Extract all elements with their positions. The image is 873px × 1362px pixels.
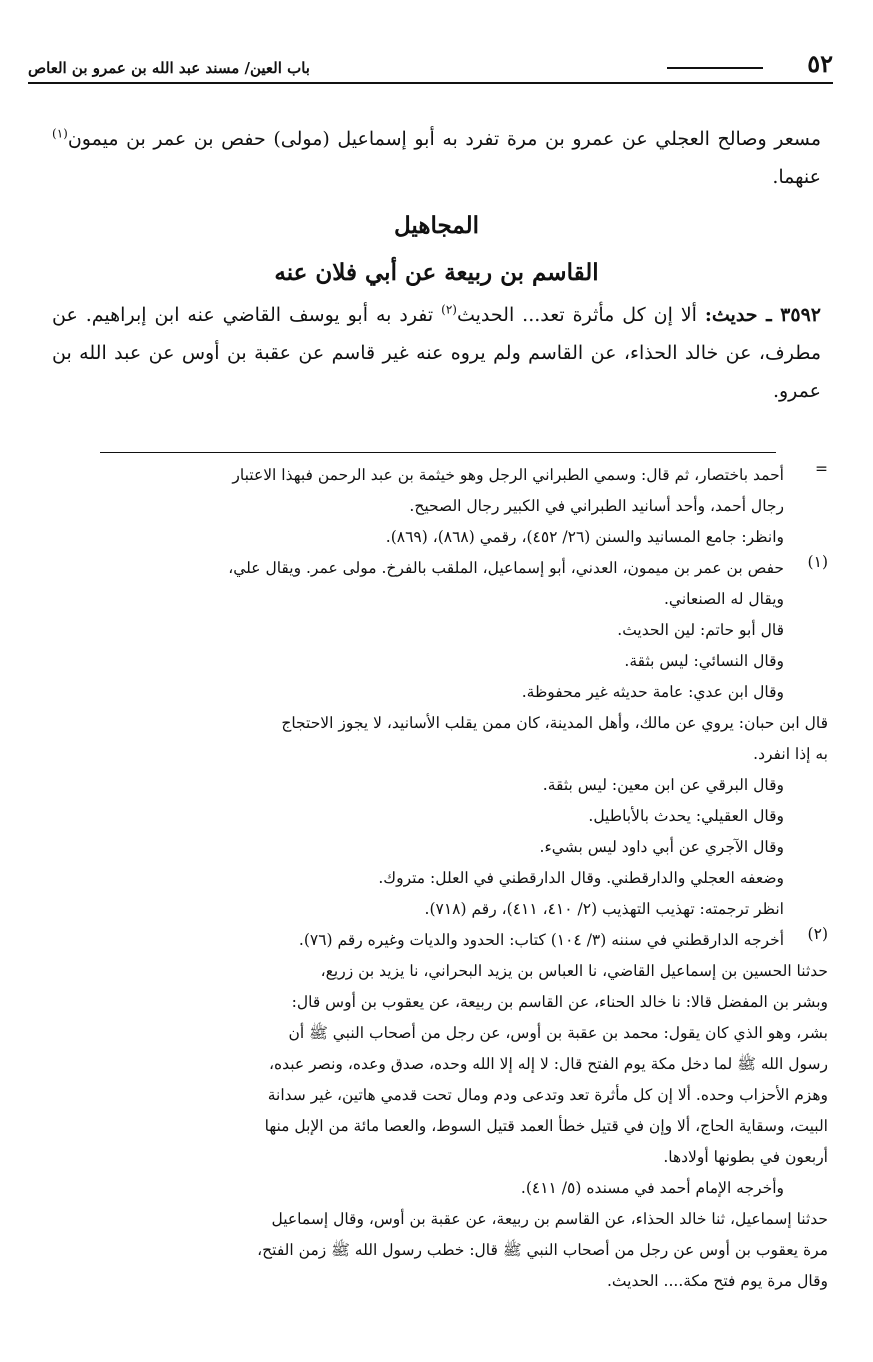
footnotes — [48, 460, 828, 1297]
intro-text: مسعر وصالح العجلي عن عمرو بن مرة تفرد به أبو إسماعيل (مولى) حفص بن عمر بن ميمون — [67, 128, 821, 150]
footnote-ref-1[interactable]: (١) — [52, 126, 68, 141]
hadith-paragraph — [52, 296, 821, 410]
footnote-line: وقال العقيلي: يحدث بالأباطيل. — [588, 807, 784, 825]
footnote-line: ويقال له الصنعاني. — [663, 590, 784, 608]
hadith-number: ٣٥٩٢ ـ حديث: — [704, 304, 821, 326]
main-text — [52, 120, 821, 410]
running-header — [28, 44, 833, 84]
footnote-line: وهزم الأحزاب وحده. ألا إن كل مأثرة تعد وتدعى ودم ومال تحت قدمي هاتين، غير سدانة — [267, 1086, 828, 1104]
footnote-continuation — [48, 460, 828, 553]
footnote-line: وقال الآجري عن أبي داود ليس بشيء. — [539, 838, 784, 856]
footnote-line: وقال مرة يوم فتح مكة.... الحديث. — [606, 1272, 828, 1290]
footnote-line: مرة يعقوب بن أوس عن رجل من أصحاب النبي ﷺ قال: خطب رسول الله ﷺ زمن الفتح، — [257, 1241, 828, 1259]
footnote-marker: = — [815, 460, 828, 478]
footnote-separator — [100, 452, 776, 453]
footnote-ref-2[interactable]: (٢) — [441, 302, 457, 317]
footnote-line: حدثنا الحسين بن إسماعيل القاضي، نا العباس بن يزيد البحراني، نا يزيد بن زريع، — [320, 962, 828, 980]
footnote-line: رسول الله ﷺ لما دخل مكة يوم الفتح قال: لا إله إلا الله وحده، صدق وعده، ونصر عبده، — [269, 1055, 828, 1073]
footnote-marker: (١) — [807, 553, 828, 571]
footnote-line: البيت، وسقاية الحاج، ألا وإن في قتيل خطأ العمد قتيل السوط، والعصا مائة من الإبل منها — [264, 1117, 828, 1135]
footnote-line: أربعون في بطونها أولادها. — [663, 1148, 828, 1166]
header-rule — [28, 82, 833, 84]
footnote-line: أخرجه الدارقطني في سننه (٣/ ١٠٤) كتاب: الحدود والديات وغيره رقم (٧٦). — [298, 931, 784, 949]
page-number: ٥٢ — [807, 49, 833, 78]
footnote-1 — [48, 553, 828, 708]
footnote-line: قال ابن حبان: يروي عن مالك، وأهل المدينة، كان ممن يقلب الأسانيد، لا يجوز الاحتجاج — [281, 714, 828, 732]
footnote-line: أحمد باختصار، ثم قال: وسمي الطبراني الرجل وهو خيثمة بن عبد الرحمن فبهذا الاعتبار — [232, 466, 784, 484]
intro-text-end: عنهما. — [772, 166, 821, 188]
footnote-line: وأخرجه الإمام أحمد في مسنده (٥/ ٤١١). — [520, 1179, 784, 1197]
footnote-line: وقال ابن عدي: عامة حديثه غير محفوظة. — [521, 683, 784, 701]
hadith-text: ألا إن كل مأثرة تعد... الحديث — [456, 304, 705, 326]
running-title: باب العين/ مسند عبد الله بن عمرو بن العاص — [28, 59, 310, 77]
footnote-line: وبشر بن المفضل قالا: نا خالد الحناء، عن القاسم بن ربيعة، عن يعقوب بن أوس قال: — [291, 993, 828, 1011]
footnote-line: رجال أحمد، وأحد أسانيد الطبراني في الكبير رجال الصحيح. — [409, 497, 784, 515]
hadith-text-end: تفرد به أبو يوسف القاضي عنه ابن إبراهيم. عن مطرف، عن خالد الحذاء، عن القاسم ولم يروه عنه غير قاسم عن عقبة بن أوس عن عبد الله بن عمرو. — [52, 304, 821, 402]
footnote-line: حدثنا إسماعيل، ثنا خالد الحذاء، عن القاسم بن ربيعة، عن عقبة بن أوس، وقال إسماعيل — [271, 1210, 828, 1228]
section-heading: المجاهيل — [393, 212, 480, 239]
footnote-marker: (٢) — [807, 925, 828, 943]
narrator-heading: القاسم بن ربيعة عن أبي فلان عنه — [274, 259, 599, 286]
footnote-line: وقال النسائي: ليس بثقة. — [624, 652, 784, 670]
header-short-rule — [667, 67, 763, 69]
footnote-line: وانظر: جامع المسانيد والسنن (٢٦/ ٤٥٢)، رقمي (٨٦٨)، (٨٦٩). — [385, 528, 784, 546]
footnote-line: بشر، وهو الذي كان يقول: محمد بن عقبة بن أوس، عن رجل من أصحاب النبي ﷺ أن — [288, 1024, 828, 1042]
footnote-line: قال أبو حاتم: لين الحديث. — [617, 621, 784, 639]
footnote-line: حفص بن عمر بن ميمون، العدني، أبو إسماعيل، الملقب بالفرخ. مولى عمر. ويقال علي، — [228, 559, 784, 577]
footnote-line: وقال البرقي عن ابن معين: ليس بثقة. — [542, 776, 784, 794]
footnote-line: به إذا انفرد. — [753, 745, 828, 763]
intro-paragraph — [52, 120, 821, 196]
footnote-line: وضعفه العجلي والدارقطني. وقال الدارقطني في العلل: متروك. — [378, 869, 784, 887]
footnote-line: انظر ترجمته: تهذيب التهذيب (٢/ ٤١٠، ٤١١)، رقم (٧١٨). — [424, 900, 784, 918]
footnote-2 — [48, 925, 828, 956]
